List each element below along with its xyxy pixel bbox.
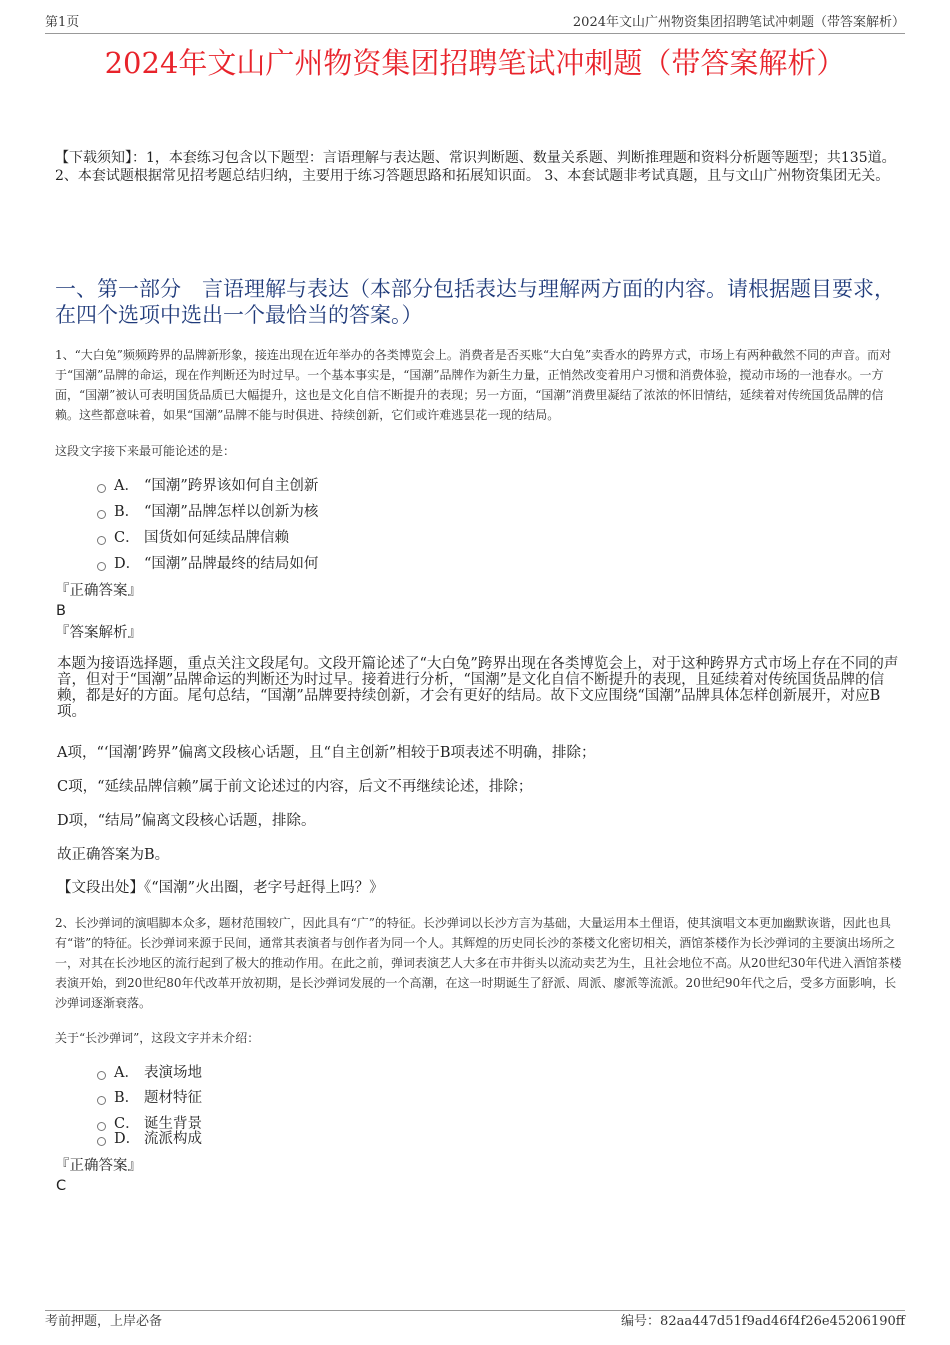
q1-option-a[interactable]: A． “国潮”跨界该如何自主创新: [97, 476, 318, 496]
q2-passage: 2、长沙弹词的演唱脚本众多，题材范围较广，因此具有“广”的特征。长沙弹词以长沙方言为基础，大量运用本土俚语，使其演唱文本更加幽默诙谐，因此也具有“谐”的特征。长沙弹词来源于民间，通常其表演者与创作者为同一个人。其辉煌的历史同长沙的茶楼文化密切相关，酒馆茶楼作为长沙弹词的主要演出场所之一，对其在长沙地区的流行起到了极大的推动作用。在此之前，弹词表演艺人大多在市井街头以流动卖艺为生，且社会地位不高。从20世纪30年代进入酒馆茶楼表演开始，到20世纪80年代改革开放初期，是长沙弹词发展的一个高潮，在这一时期诞生了舒派、周派、廖派等流派。20世纪90年代之后，受多方面影响，长沙弹词逐渐衰落。: [55, 916, 902, 1010]
footer-slogan: 考前押题，上岸必备: [45, 1314, 163, 1329]
q1-option-c[interactable]: C． 国货如何延续品牌信赖: [97, 528, 289, 548]
q2-option-d[interactable]: D． 流派构成: [97, 1129, 202, 1149]
q1-analysis-label: 『答案解析』: [55, 625, 142, 641]
q1-passage: 1、“大白兔”频频跨界的品牌新形象，接连出现在近年举办的各类博览会上。消费者是否买账“大白兔”卖香水的跨界方式，市场上有两种截然不同的声音。而对于“国潮”品牌的命运，现在作判断还为时过早。一个基本事实是，“国潮”品牌作为新生力量，正悄然改变着用户习惯和消费体验，搅动市场的一池春水。一方面，“国潮”被认可表明国货品质已大幅提升，这也是文化自信不断提升的表现；另一方面，“国潮”消费里凝结了浓浓的怀旧情结，延续着对传统国货品牌的信赖。这些都意味着，如果“国潮”品牌不能与时俱进、持续创新，它们或许难逃昙花一现的结局。: [55, 348, 892, 422]
q2-answer: C: [56, 1178, 67, 1194]
radio-icon[interactable]: [97, 536, 106, 545]
q1-explanation-d: D项，“结局”偏离文段核心话题，排除。: [57, 813, 316, 829]
q2-option-a[interactable]: A． 表演场地: [97, 1063, 202, 1083]
q1-source: 【文段出处】《“国潮”火出圈，老字号赶得上吗？》: [57, 880, 384, 896]
header-doc-title: 2024年文山广州物资集团招聘笔试冲刺题（带答案解析）: [572, 15, 905, 30]
q1-explanation-a: A项，“‘国潮’跨界”偏离文段核心话题，且“自主创新”相较于B项表述不明确，排除；: [57, 745, 596, 761]
radio-icon[interactable]: [97, 1096, 106, 1105]
q2-prompt: 关于“长沙弹词”，这段文字并未介绍：: [55, 1031, 260, 1045]
q1-explanation-conclusion: 故正确答案为B。: [57, 847, 170, 863]
page-number: 第1页: [45, 15, 80, 30]
footer-code: 编号：82aa447d51f9ad46f4f26e45206190ff: [621, 1314, 905, 1329]
radio-icon[interactable]: [97, 562, 106, 571]
q1-prompt: 这段文字接下来最可能论述的是：: [55, 444, 236, 458]
radio-icon[interactable]: [97, 510, 106, 519]
q1-answer: B: [56, 603, 66, 619]
page-title: 2024年文山广州物资集团招聘笔试冲刺题（带答案解析）: [104, 46, 846, 80]
q1-option-b[interactable]: B． “国潮”品牌怎样以创新为核: [97, 502, 318, 522]
q2-option-c[interactable]: C． 诞生背景: [97, 1114, 202, 1134]
q1-explanation-main: 本题为接语选择题，重点关注文段尾句。文段开篇论述了“大白兔”跨界出现在各类博览会上，对于这种跨界方式市场上存在不同的声音，但对于“国潮”品牌命运的判断还为时过早。接着进行分析，“国潮”是文化自信不断提升的表现，且延续着对传统国货品牌的信赖，都是好的方面。尾句总结，“国潮”品牌要持续创新，才会有更好的结局。故下文应围绕“国潮”品牌具体怎样创新展开，对应B项。: [57, 656, 899, 720]
footer-divider: [45, 1310, 905, 1311]
q1-option-d[interactable]: D． “国潮”品牌最终的结局如何: [97, 554, 318, 574]
radio-icon[interactable]: [97, 484, 106, 493]
q1-answer-label: 『正确答案』: [55, 583, 142, 599]
radio-icon[interactable]: [97, 1137, 106, 1146]
q2-answer-label: 『正确答案』: [55, 1158, 142, 1174]
header-divider: [45, 33, 905, 34]
download-notice: 【下载须知】：1，本套练习包含以下题型：言语理解与表达题、常识判断题、数量关系题、判断推理题和资料分析题等题型；共135道。 2、本套试题根据常见招考题总结归纳，主要用于练习答题思路和拓展知识面。 3、本套试题非考试真题，且与文山广州物资集团无关。: [55, 150, 896, 184]
q1-explanation-c: C项，“延续品牌信赖”属于前文论述过的内容，后文不再继续论述，排除；: [57, 779, 533, 795]
q2-option-b[interactable]: B． 题材特征: [97, 1088, 202, 1108]
radio-icon[interactable]: [97, 1071, 106, 1080]
section-heading: 一、第一部分 言语理解与表达（本部分包括表达与理解两方面的内容。请根据题目要求，在四个选项中选出一个最恰当的答案。）: [55, 277, 895, 327]
